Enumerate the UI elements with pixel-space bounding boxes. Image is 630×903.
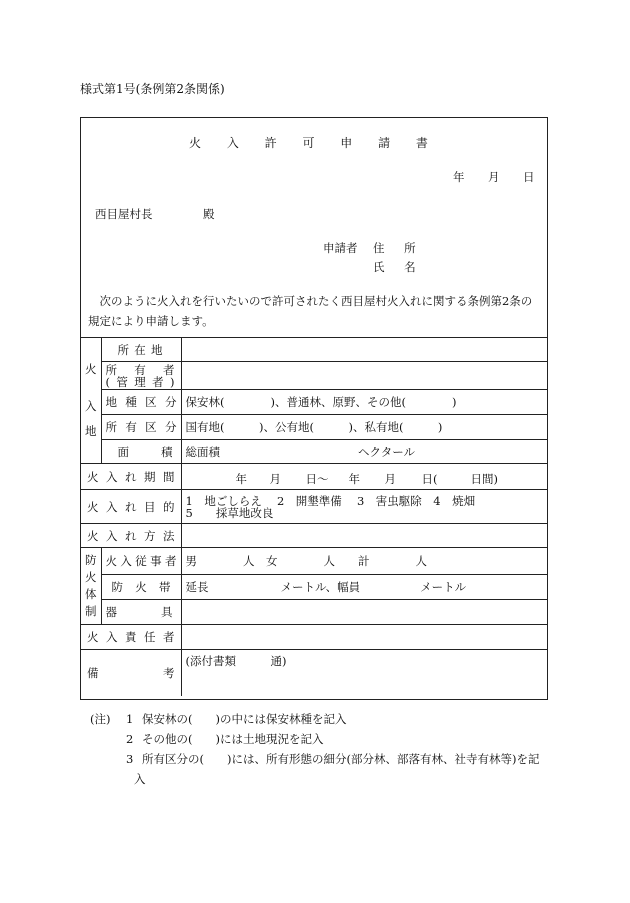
application-statement: 次のように火入れを行いたいので許可されたく西目屋村火入れに関する条例第2条の規定により申請します。 xyxy=(88,294,533,328)
label-char: 者 xyxy=(163,362,175,377)
label-char: 火 xyxy=(87,499,99,514)
label-char: 間 xyxy=(163,469,175,484)
label-char: 地 xyxy=(151,342,163,357)
label-char: 火 xyxy=(105,554,117,568)
label-char: 任 xyxy=(144,630,156,644)
label-char: 入 xyxy=(106,630,118,644)
addressee: 西目屋村長 xyxy=(95,207,153,221)
land-type-field[interactable]: 保安林( )、普通林、原野、その他( ) xyxy=(181,390,547,415)
label-char: ) xyxy=(170,374,175,389)
firebreak-field[interactable] xyxy=(181,575,547,600)
label-char: 区 xyxy=(145,420,157,434)
row-responsible xyxy=(81,625,547,650)
period-part: 日〜 xyxy=(305,472,329,486)
label-char: 方 xyxy=(144,528,156,543)
label-char: 火 xyxy=(87,469,99,484)
note-text: 保安林の( )の中には保安林種を記入 xyxy=(142,712,347,726)
land-category xyxy=(81,338,101,464)
owner-field[interactable] xyxy=(181,362,547,390)
label-char: 分 xyxy=(164,395,177,409)
label-char: 種 xyxy=(125,395,137,409)
row-owner xyxy=(81,362,547,390)
label-char: 入 xyxy=(120,554,132,568)
fire-category-char: 防 xyxy=(85,553,97,567)
period-label xyxy=(81,464,181,490)
label-char: 入 xyxy=(106,469,118,484)
remarks-label xyxy=(81,650,181,696)
firebreak-length: 延長 xyxy=(185,580,209,594)
method-field[interactable] xyxy=(181,524,547,548)
label-char: れ xyxy=(125,469,137,484)
land-category-char: 入 xyxy=(85,399,97,413)
row-purpose xyxy=(81,490,547,524)
firebreak-width-unit: メートル xyxy=(420,580,467,594)
row-method xyxy=(81,524,547,548)
label-char: 従 xyxy=(135,554,147,568)
form-number-label: 様式第1号(条例第2条関係) xyxy=(80,82,225,96)
fire-category-char: 火 xyxy=(85,570,97,584)
label-char: 法 xyxy=(163,528,175,543)
row-location xyxy=(81,338,547,362)
label-char: 的 xyxy=(163,499,175,514)
workers-label xyxy=(101,548,181,575)
fire-category-char: 制 xyxy=(85,604,97,618)
applicant-label: 申請者 xyxy=(323,241,358,255)
label-char: 事 xyxy=(150,554,162,568)
label-char: 理 xyxy=(134,374,146,389)
purpose-options-line2: 5 採草地改良 xyxy=(185,505,274,520)
responsible-label xyxy=(81,625,181,650)
row-ownership-type xyxy=(81,415,547,440)
label-char: 分 xyxy=(164,420,177,434)
note-number: 3 xyxy=(126,752,134,766)
fire-category-char: 体 xyxy=(85,587,97,601)
period-part: 年 xyxy=(235,472,247,486)
label-char: 帯 xyxy=(159,580,171,594)
land-category-char: 地 xyxy=(85,424,97,438)
label-char: 所 xyxy=(117,342,129,357)
row-period xyxy=(81,464,547,490)
period-part: 年 xyxy=(348,472,360,486)
area-label xyxy=(101,440,181,464)
ownership-type-field[interactable]: 国有地( )、公有地( )、私有地( ) xyxy=(181,415,547,440)
label-char: 区 xyxy=(145,395,157,409)
label-char: れ xyxy=(125,528,137,543)
remarks-field[interactable]: (添付書類 通) xyxy=(181,650,547,696)
period-part: 日( xyxy=(421,472,438,486)
area-unit: ヘクタール xyxy=(358,444,416,459)
firebreak-width-label: メートル、幅員 xyxy=(280,580,361,594)
row-area xyxy=(81,440,547,464)
note-number: 1 xyxy=(126,712,134,726)
workers-field[interactable]: 男 人 女 人 計 人 xyxy=(181,548,547,575)
label-char: ( xyxy=(105,374,110,389)
label-char: 面 xyxy=(117,444,129,459)
label-char: 入 xyxy=(106,528,118,543)
form-title: 火 入 許 可 申 請 書 xyxy=(189,136,439,150)
purpose-field[interactable] xyxy=(181,490,547,524)
label-char: 積 xyxy=(161,444,173,459)
land-category-char: 火 xyxy=(85,362,97,376)
label-char: 備 xyxy=(87,665,99,680)
fire-system-category xyxy=(81,548,101,625)
label-char: 地 xyxy=(105,395,117,409)
purpose-label xyxy=(81,490,181,524)
application-table xyxy=(81,337,547,696)
land-type-label xyxy=(101,390,181,415)
method-label xyxy=(81,524,181,548)
equipment-field[interactable] xyxy=(181,600,547,625)
label-char: 管 xyxy=(116,374,128,389)
area-field[interactable] xyxy=(181,440,547,464)
label-char: 考 xyxy=(163,665,175,680)
area-prefix: 総面積 xyxy=(185,444,220,459)
label-char: 有 xyxy=(125,420,137,434)
label-char: 者 xyxy=(165,554,177,568)
date-month: 月 xyxy=(488,170,500,184)
label-char: 所 xyxy=(105,420,117,434)
label-char: 目 xyxy=(144,499,156,514)
period-part: 日間) xyxy=(470,472,498,486)
purpose-options-line1: 1 地ごしらえ 2 開墾準備 3 害虫駆除 4 焼畑 xyxy=(185,493,476,508)
label-char: 器 xyxy=(105,605,117,619)
period-part: 月 xyxy=(384,472,396,486)
applicant-name-label: 氏 名 xyxy=(373,260,424,274)
equipment-label xyxy=(101,600,181,625)
application-form xyxy=(80,117,548,700)
label-char: 火 xyxy=(87,630,99,644)
row-workers xyxy=(81,548,547,575)
location-label xyxy=(101,338,181,362)
applicant-address-label: 住 所 xyxy=(373,241,424,255)
row-equipment xyxy=(81,600,547,625)
label-char: 具 xyxy=(161,605,173,619)
label-char: 防 xyxy=(111,580,123,594)
owner-label xyxy=(101,362,181,390)
period-part: 月 xyxy=(269,472,281,486)
notes-prefix: (注) xyxy=(90,712,111,726)
location-field[interactable] xyxy=(181,338,547,362)
note-continuation: 入 xyxy=(134,772,146,786)
row-land-type xyxy=(81,390,547,415)
label-char: 者 xyxy=(152,374,164,389)
note-text: その他の( )には土地現況を記入 xyxy=(142,732,324,746)
ownership-type-label xyxy=(101,415,181,440)
label-char: 有 xyxy=(134,362,146,377)
date-year: 年 xyxy=(453,170,465,184)
label-char: 者 xyxy=(163,630,175,644)
row-firebreak xyxy=(81,575,547,600)
label-char: れ xyxy=(125,499,137,514)
label-char: 火 xyxy=(135,580,147,594)
label-char: 責 xyxy=(125,630,137,644)
firebreak-label xyxy=(101,575,181,600)
responsible-field[interactable] xyxy=(181,625,547,650)
row-remarks xyxy=(81,650,547,696)
label-char: 期 xyxy=(144,469,156,484)
date-day: 日 xyxy=(523,170,535,184)
period-field[interactable] xyxy=(181,464,547,490)
honorific: 殿 xyxy=(203,207,215,221)
label-char: 火 xyxy=(87,528,99,543)
label-char: 在 xyxy=(134,342,146,357)
label-char: 入 xyxy=(106,499,118,514)
label-char: 所 xyxy=(105,362,117,377)
note-number: 2 xyxy=(126,732,134,746)
notes-section xyxy=(90,710,560,790)
note-text: 所有区分の( )には、所有形態の細分(部分林、部落有林、社寺有林等)を記 xyxy=(142,752,540,766)
